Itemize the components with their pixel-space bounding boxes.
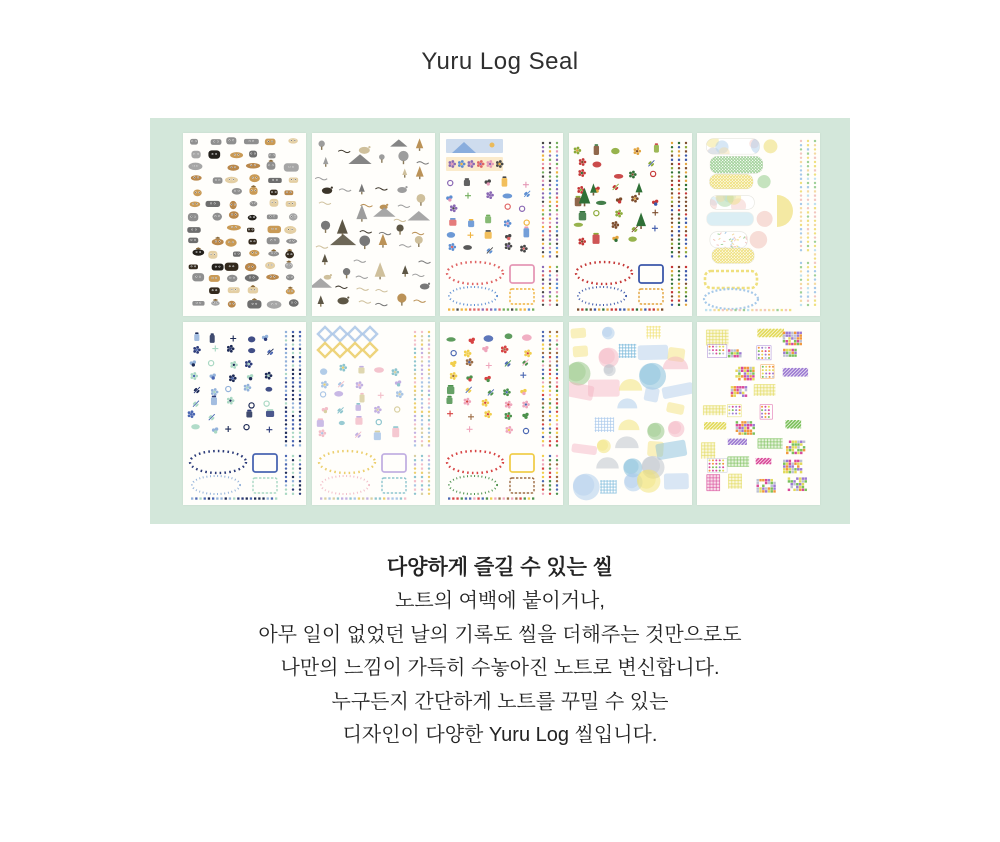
- sticker-sheet-mosaic-patterns: [697, 322, 820, 505]
- product-description: [0, 551, 1000, 753]
- description-line: 누구든지 간단하게 노트를 꾸밀 수 있는: [331, 690, 669, 713]
- sticker-sheet-pastel-tea-party: [312, 322, 435, 505]
- sticker-sheet-pastel-watercolor-labels: [697, 133, 820, 316]
- sticker-sheet-cats-and-books: [440, 133, 563, 316]
- sticker-sheet-bright-flowers-and-fruit: [440, 322, 563, 505]
- sticker-sheet-berries-and-forest-food: [569, 133, 692, 316]
- sticker-sheet-forest-animals: [312, 133, 435, 316]
- description-line: 아무 일이 없었던 날의 기록도 씰을 더해주는 것만으로도: [258, 623, 742, 646]
- description-line: 노트의 여백에 붙이거나,: [395, 590, 605, 612]
- sticker-sheet-indigo-folk: [183, 322, 306, 505]
- description-line: 나만의 느낌이 가득히 수놓아진 노트로 변신합니다.: [280, 657, 720, 679]
- sticker-sheet-blob-creatures: [183, 133, 306, 316]
- sticker-gallery: [150, 118, 850, 524]
- description-heading: 다양하게 즐길 수 있는 씰: [386, 556, 614, 579]
- description-line: 디자인이 다양한 Yuru Log 씰입니다.: [342, 724, 658, 746]
- sticker-sheet-watercolor-shapes: [569, 322, 692, 505]
- page-title: Yuru Log Seal: [421, 48, 579, 75]
